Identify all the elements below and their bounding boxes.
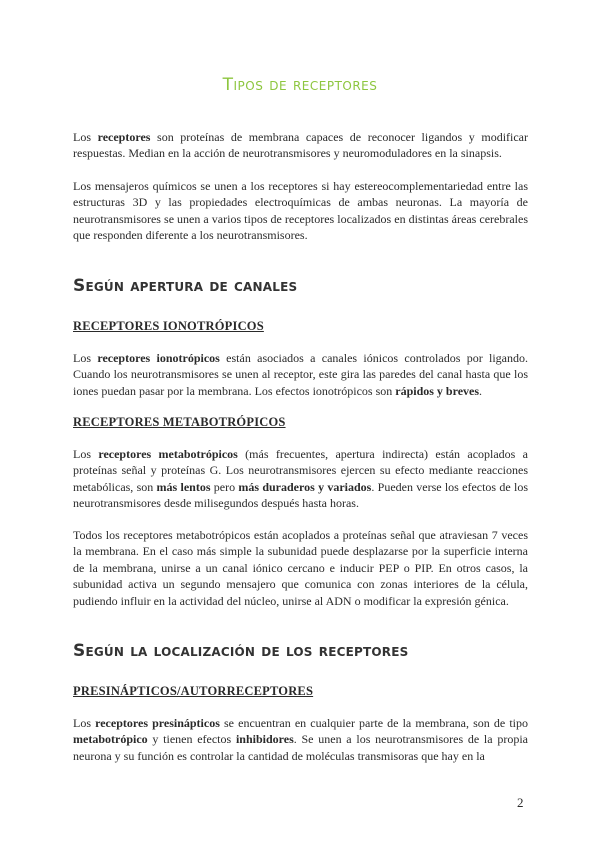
- text-run: . Pueden verse los efectos de los neurotransmisores desde milisegundos después hasta horas.: [73, 479, 528, 511]
- bold-term: receptores: [97, 130, 151, 144]
- text-run: . Se unen a los neurotransmisores de la propia neurona y su función es controlar la cantidad de moléculas transmisoras que hay en la: [73, 732, 528, 763]
- section-heading-apertura: Según apertura de canales: [73, 276, 298, 296]
- text-run: están asociados a canales iónicos controlados por ligando. Cuando los neurotransmisores se unen al receptor, este gira las paredes del canal hasta que los iones puedan pasar por la membrana. Los efectos ionotrópicos son: [73, 351, 529, 398]
- text-run: pero: [210, 479, 239, 494]
- subheading-metabotropicos: RECEPTORES METABOTRÓPICOS: [73, 415, 286, 429]
- text-run: Los: [73, 447, 99, 461]
- bold-term: receptores ionotrópicos: [97, 351, 220, 365]
- section-heading-localizacion: Según la localización de los receptores: [73, 641, 409, 661]
- presinapticos-paragraph: [73, 715, 528, 764]
- text-run: Los: [73, 351, 98, 365]
- intro-paragraph-2: Los mensajeros químicos se unen a los receptores si hay estereocomplementariedad entre las estructuras 3D y las propiedades electroquímicas de ambas neuronas. La mayoría de neurotransmisores se unen a varios tipos de receptores localizados en distintas áreas cerebrales que responden diferente a los neurotransmisores.: [73, 179, 528, 243]
- bold-term: más duraderos y variados: [238, 479, 372, 494]
- bold-term: inhibidores: [235, 732, 294, 747]
- text-run: Los: [73, 716, 96, 730]
- intro-paragraph-1: [73, 129, 528, 162]
- text-run: son proteínas de membrana capaces de reconocer ligandos y modificar respuestas. Median en la acción de neurotransmisores y neuromoduladores en la sinapsis.: [73, 130, 529, 161]
- subheading-ionotropicos: RECEPTORES IONOTRÓPICOS: [73, 319, 264, 333]
- bold-term: metabotrópico: [73, 732, 148, 747]
- text-run: .: [479, 383, 483, 398]
- page-number: 2: [517, 795, 524, 810]
- bold-term: rápidos y breves: [395, 383, 480, 398]
- ionotropicos-paragraph: [73, 350, 528, 399]
- text-run: y tienen efectos: [147, 732, 236, 747]
- page-title: Tipos de receptores: [222, 75, 378, 95]
- text-run: se encuentran en cualquier parte de la membrana, son de tipo: [219, 716, 529, 730]
- bold-term: más lentos: [156, 479, 211, 494]
- text-run: (más frecuentes, apertura indirecta) están acoplados a proteínas señal y proteínas G. Los neurotransmisores ejercen su efecto mediante reacciones metabólicas, son: [73, 447, 528, 494]
- metabotropicos-paragraph-1: [73, 446, 528, 512]
- metabotropicos-paragraph-2: Todos los receptores metabotrópicos están acoplados a proteínas señal que atraviesan 7 veces la membrana. En el caso más simple la subunidad puede desplazarse por la superficie interna de la membrana, unirse a un canal iónico cercano e inducir PEP o PIP. En otros casos, la subunidad activa un segundo mensajero que comunica con zonas interiores de la célula, pudiendo influir en la actividad del núcleo, unirse al ADN o modificar la expresión génica.: [73, 528, 528, 608]
- bold-term: receptores presinápticos: [95, 716, 220, 730]
- bold-term: receptores metabotrópicos: [98, 447, 238, 461]
- subheading-presinapticos: PRESINÁPTICOS/AUTORRECEPTORES: [73, 684, 314, 698]
- text-run: Los: [73, 130, 98, 144]
